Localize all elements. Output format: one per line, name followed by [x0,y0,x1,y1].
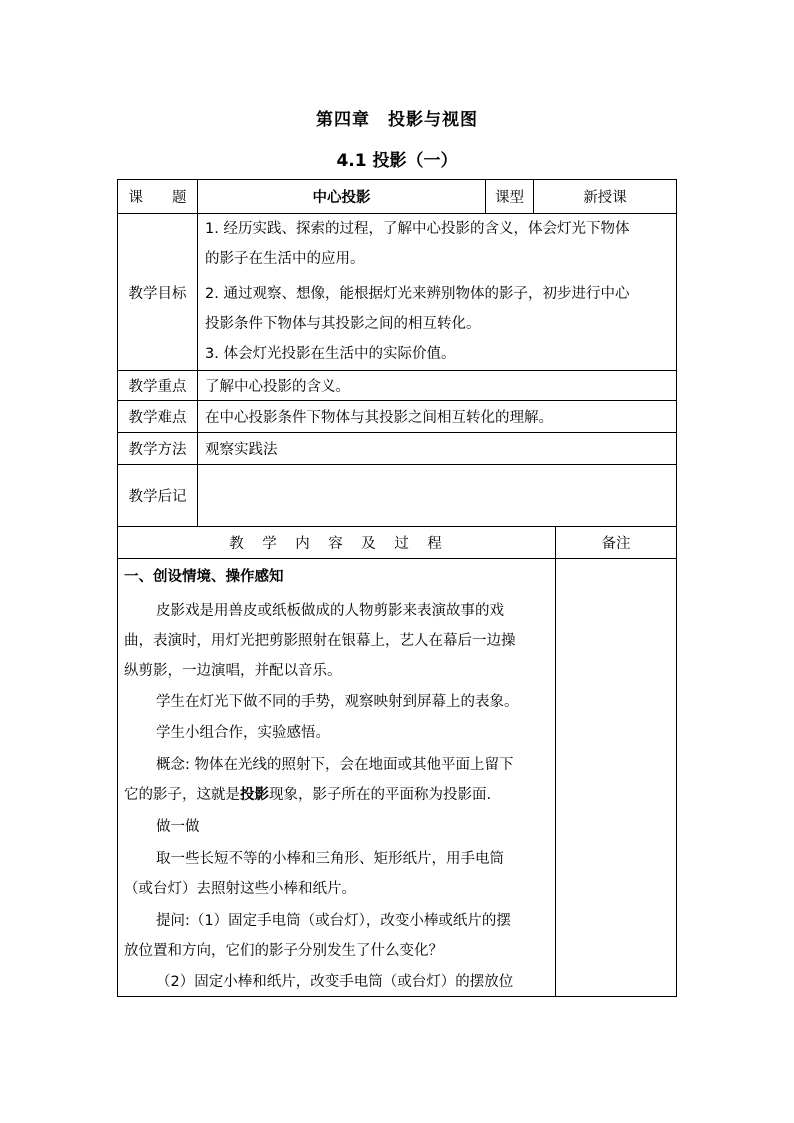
content-line: 学生小组合作，实验感悟。 [156,725,330,741]
concept-term: 投影 [240,787,269,803]
goal-line: 的影子在生活中的应用。 [205,251,365,267]
goal-line: 2. 通过观察、想像，能根据灯光来辨别物体的影子，初步进行中心 [205,286,630,302]
reflection-label: 教学后记 [128,489,187,505]
key-value: 了解中心投影的含义。 [205,379,350,395]
type-label: 课型 [495,190,524,206]
method-value: 观察实践法 [205,442,278,458]
concept-text: 它的影子，这就是 [124,787,240,803]
content-line: （2）固定小棒和纸片，改变手电筒（或台灯）的摆放位 [156,974,514,990]
content-line: 做一做 [156,819,200,835]
content-line: （或台灯）去照射这些小棒和纸片。 [124,881,356,897]
method-label: 教学方法 [128,442,187,458]
concept-line-2 [124,783,491,804]
difficulty-value: 在中心投影条件下物体与其投影之间相互转化的理解。 [205,410,553,426]
goal-line: 投影条件下物体与其投影之间的相互转化。 [205,316,481,332]
goal-line: 1. 经历实践、探索的过程，了解中心投影的含义，体会灯光下物体 [205,221,630,237]
content-line: 曲，表演时，用灯光把剪影照射在银幕上，艺人在幕后一边操 [124,633,516,649]
topic-label: 课 题 [128,190,187,206]
goals-label: 教学目标 [128,285,187,302]
concept-line: 概念: 物体在光线的照射下，会在地面或其他平面上留下 [156,757,514,773]
concept-text: 现象，影子所在的平面称为投影面. [269,787,492,803]
content-line: 提问:（1）固定手电筒（或台灯），改变小棒或纸片的摆 [156,913,511,929]
topic-value: 中心投影 [312,190,371,206]
content-line: 皮影戏是用兽皮或纸板做成的人物剪影来表演故事的戏 [156,603,504,619]
difficulty-label: 教学难点 [128,410,187,426]
notes-header: 备注 [601,536,631,552]
type-value: 新授课 [583,190,627,206]
chapter-title: 第四章 投影与视图 [316,110,478,130]
process-header: 教 学 内 容 及 过 程 [229,536,444,552]
goal-line: 3. 体会灯光投影在生活中的实际价值。 [205,346,456,362]
key-label: 教学重点 [128,379,187,395]
content-line: 放位置和方向，它们的影子分别发生了什么变化？ [124,943,443,959]
content-line: 取一些长短不等的小棒和三角形、矩形纸片，用手电筒 [156,851,504,867]
content-line: 学生在灯光下做不同的手势，观察映射到屏幕上的表象。 [156,694,519,710]
content-line: 纵剪影，一边演唱，并配以音乐。 [124,663,342,679]
lesson-title: 4.1 投影（一） [336,151,458,171]
section-heading: 一、创设情境、操作感知 [124,569,284,585]
reflection-value [205,465,675,526]
